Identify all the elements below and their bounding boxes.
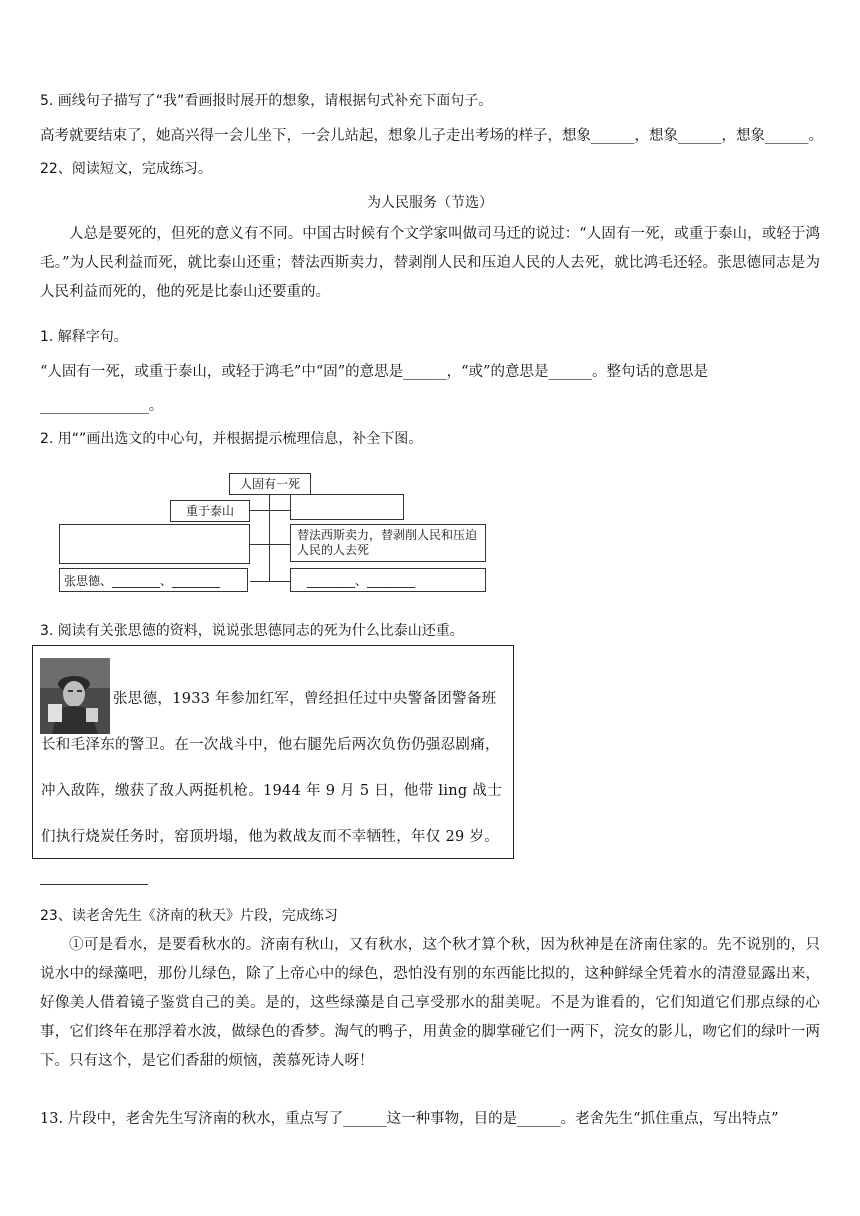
q5-sentence: 高考就要结束了，她高兴得一会儿坐下，一会儿站起，想象儿子走出考场的样子，想象______，想象______，想象______。	[40, 128, 823, 144]
q22-passage: 人总是要死的，但死的意义有不同。中国古时候有个文学家叫做司马迁的说过：“人固有一死，或重于泰山，或轻于鸿毛。”为人民利益而死，就比泰山还重；替法西斯卖力，替剥削人民和压迫人民的人去死，就比鸿毛还轻。张思德同志是为人民利益而死的，他的死是比泰山还要重的。	[40, 226, 820, 300]
diagram-top-box: 人固有一死	[229, 473, 311, 495]
diagram-connector-1	[250, 510, 290, 511]
diagram-connector-2	[250, 544, 290, 545]
q22-heading: 22、阅读短文，完成练习。	[40, 161, 212, 177]
diagram-left-blank-box	[59, 524, 250, 564]
footnote-divider	[40, 884, 148, 885]
zhang-side-profile-box	[32, 645, 514, 859]
q5-prompt: 5. 画线句子描写了“我”看画报时展开的想象，请根据句式补充下面句子。	[40, 93, 493, 109]
q23-passage: ①可是看水，是要看秋水的。济南有秋山，又有秋水，这个秋才算个秋，因为秋神是在济南住家的。先不说别的，只说水中的绿藻吧，那份儿绿色，除了上帝心中的绿色，恐怕没有别的东西能比拟的，这种鲜绿全凭着水的清澄显露出来，好像美人借着镜子鉴赏自己的美。是的，这些绿藻是自己享受那水的甜美呢。不是为谁看的，它们知道它们那点绿的心事，它们终年在那浮着水波，做绿色的香梦。淘气的鸭子，用黄金的脚掌碰它们一两下，浣女的影儿，吻它们的绿叶一两下。只有这个，是它们香甜的烦恼，羡慕死诗人呀！	[40, 937, 820, 1069]
q22-sub1-text-b: _______________。	[40, 398, 164, 414]
diagram-right-blank-box	[290, 494, 404, 520]
q22-sub1-label: 1. 解释字句。	[40, 329, 128, 345]
diagram-right-text-box: 替法西斯卖力，替剥削人民和压迫人民的人去死	[290, 524, 486, 562]
q23-sub13: 13. 片段中，老舍先生写济南的秋水，重点写了______这一种事物，目的是______。老舍先生“抓住重点，写出特点”	[40, 1111, 779, 1127]
diagram-connector-3	[250, 581, 290, 582]
q22-sub3-label: 3. 阅读有关张思德的资料，说说张思德同志的死为什么比泰山还重。	[40, 623, 464, 639]
diagram-vertical-line	[269, 494, 270, 582]
q23-heading: 23、读老舍先生《济南的秋天》片段，完成练习	[40, 908, 338, 924]
article-title: 为人民服务（节选）	[367, 195, 493, 211]
diagram-left-bottom-box: 张思德、________、________	[59, 568, 248, 592]
profile-text	[33, 646, 515, 860]
q22-sub2-label: 2. 用“”画出选文的中心句，并根据提示梳理信息，补全下图。	[40, 431, 423, 447]
q22-sub1-text-a: “人固有一死，或重于泰山，或轻于鸿毛”中“固”的意思是______，“或”的意思是______。整句话的意思是	[40, 364, 708, 380]
diagram-left-label: 重于泰山	[170, 500, 250, 522]
diagram-right-bottom-box: ________、________	[290, 568, 486, 592]
profile-paragraph: 张思德，1933 年参加红军，曾经担任过中央警备团警备班长和毛泽东的警卫。在一次战斗中，他右腿先后两次负伤仍强忍剧痛，冲入敌阵，缴获了敌人两挺机枪。1944 年 9 月 5 日，他带 ling 战士们执行烧炭任务时，窑顶坍塌，他为救战友而不幸牺牲，年仅 29 岁。	[41, 691, 503, 845]
